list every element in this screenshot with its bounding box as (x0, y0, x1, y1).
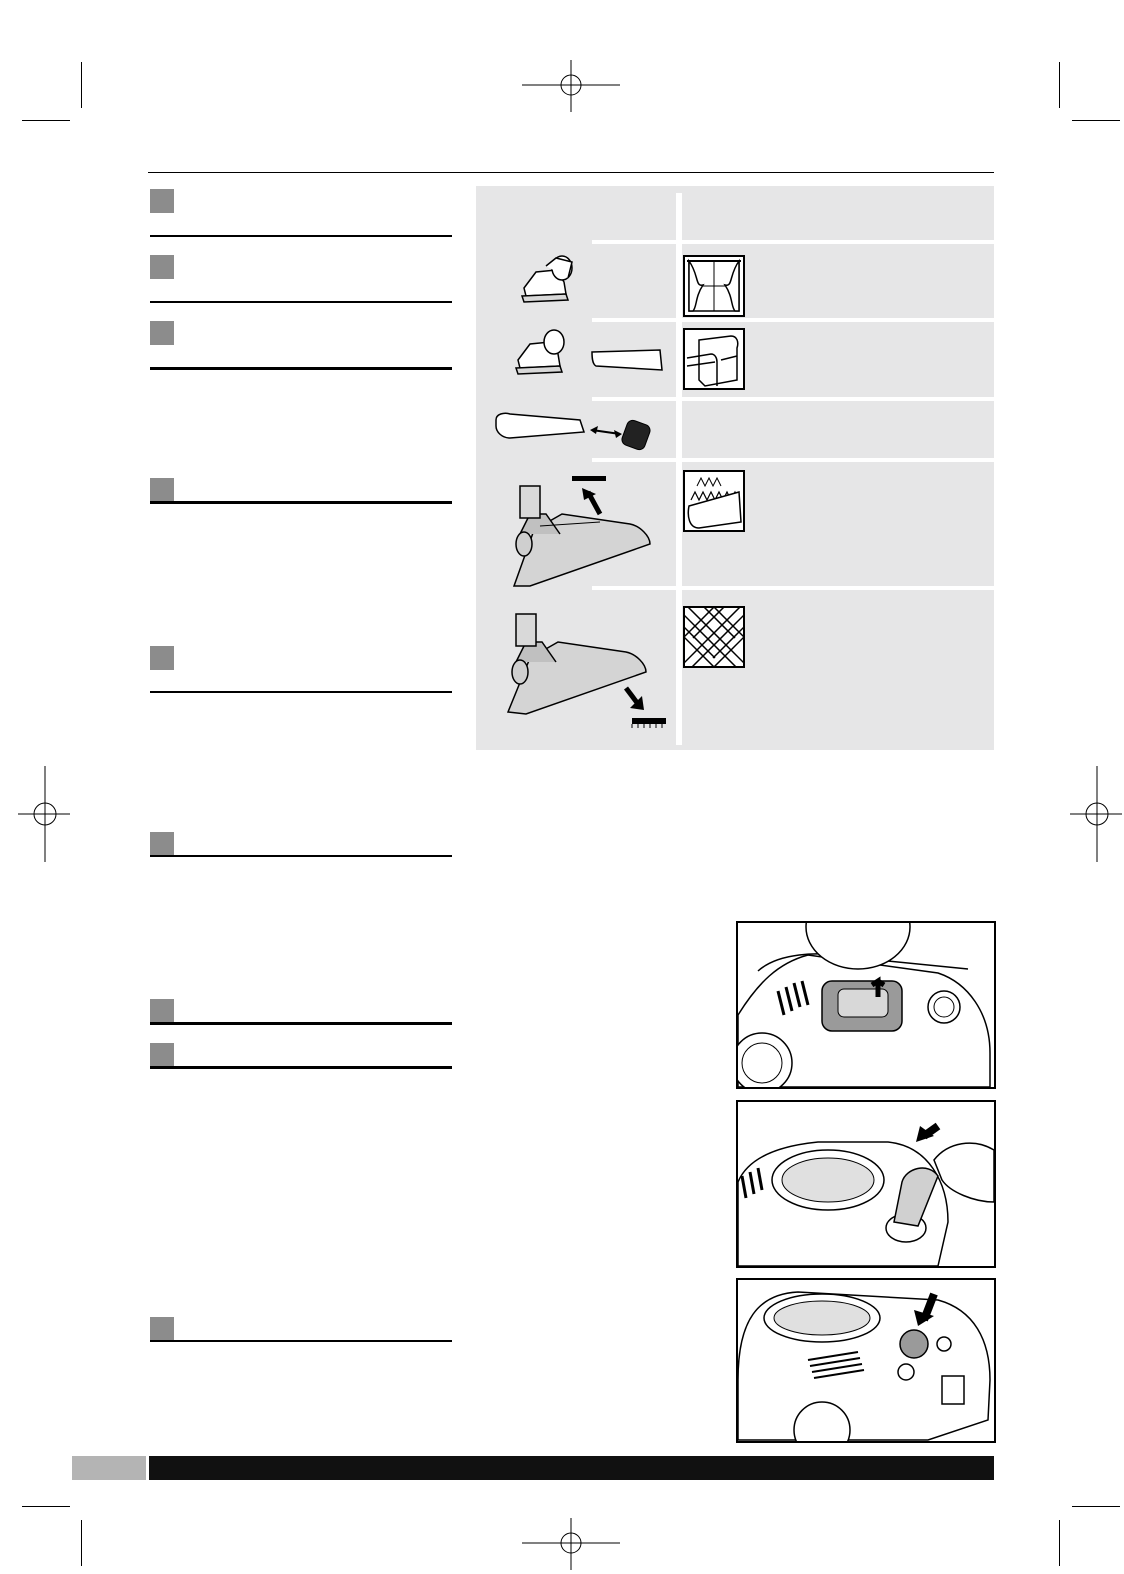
section-rule (150, 855, 452, 857)
floor-nozzle-brush-down-icon (498, 610, 670, 732)
registration-mark-right (1070, 766, 1122, 862)
crevice-nozzle-icon (590, 348, 664, 374)
table-row-separator (592, 318, 994, 322)
section-rule (150, 301, 452, 303)
registration-mark-top (522, 60, 620, 112)
registration-mark-bottom (522, 1518, 620, 1570)
section-rule (150, 1066, 452, 1069)
crevice-nozzle-with-brush-icon (494, 408, 662, 454)
table-row-separator (592, 397, 994, 401)
section-rule (150, 367, 452, 370)
registration-mark-left (18, 766, 70, 862)
insert-hose-icon (736, 1100, 996, 1268)
section-marker (150, 321, 174, 345)
press-switch-icon (736, 1278, 996, 1443)
footer-bar (149, 1456, 994, 1480)
section-rule (150, 1022, 452, 1025)
page-number-tab (72, 1456, 146, 1480)
section-marker (150, 255, 174, 279)
section-rule (150, 691, 452, 693)
table-row-separator (592, 458, 994, 462)
hard-floor-icon (683, 606, 745, 668)
floor-nozzle-brush-up-icon (500, 474, 660, 592)
section-rule (150, 1340, 452, 1342)
table-header-separator (592, 240, 994, 244)
section-marker (150, 999, 174, 1023)
upholstery-and-crevice-nozzle-icon (510, 328, 580, 382)
upholstery-nozzle-icon (516, 252, 582, 308)
curtains-icon (683, 255, 745, 317)
open-dust-cover-icon (736, 921, 996, 1089)
section-marker (150, 478, 174, 502)
header-rule (148, 172, 994, 173)
section-marker (150, 189, 174, 213)
armchair-icon (683, 328, 745, 390)
section-marker (150, 832, 174, 856)
section-marker (150, 1043, 174, 1067)
section-rule (150, 235, 452, 237)
table-column-divider (676, 193, 682, 745)
carpet-icon (683, 470, 745, 532)
section-rule (150, 501, 452, 504)
section-marker (150, 646, 174, 670)
section-marker (150, 1317, 174, 1341)
